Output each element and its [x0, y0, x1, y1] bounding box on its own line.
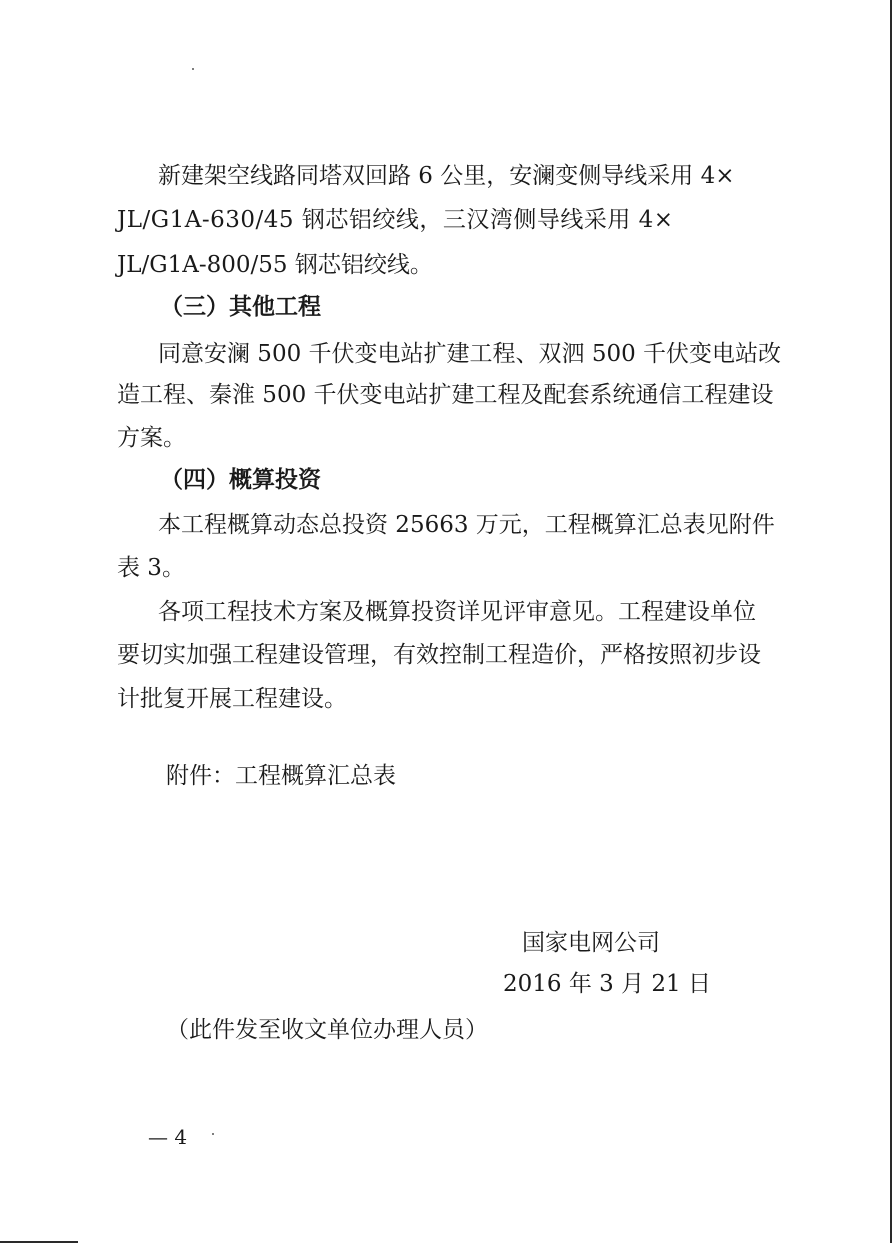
- body-text-line: 造工程、秦淮 500 千伏变电站扩建工程及配套系统通信工程建设: [117, 382, 774, 408]
- signing-organization: 国家电网公司: [522, 930, 660, 956]
- body-text-line: 要切实加强工程建设管理，有效控制工程造价，严格按照初步设: [117, 642, 761, 668]
- body-text-line: 本工程概算动态总投资 25663 万元，工程概算汇总表见附件: [158, 512, 775, 538]
- section-heading: （四）概算投资: [160, 466, 321, 493]
- body-text-line: 各项工程技术方案及概算投资详见评审意见。工程建设单位: [158, 599, 756, 625]
- distribution-note: （此件发至收文单位办理人员）: [166, 1017, 488, 1043]
- body-text-line: 同意安澜 500 千伏变电站扩建工程、双泗 500 千伏变电站改: [158, 341, 782, 367]
- scan-speck: [212, 1133, 214, 1135]
- body-text-line: JL/G1A-800/55 钢芯铝绞线。: [117, 252, 433, 278]
- attachment-note: 附件：工程概算汇总表: [166, 763, 396, 789]
- body-text-line: 方案。: [117, 425, 186, 451]
- body-text-line: 表 3。: [117, 555, 185, 581]
- section-heading: （三）其他工程: [160, 293, 321, 320]
- body-text-line: JL/G1A-630/45 钢芯铝绞线，三汉湾侧导线采用 4×: [117, 207, 674, 233]
- body-text-line: 新建架空线路同塔双回路 6 公里，安澜变侧导线采用 4×: [158, 163, 735, 189]
- body-text-line: 计批复开展工程建设。: [117, 686, 347, 712]
- page-number: — 4: [148, 1125, 188, 1149]
- signing-date: 2016 年 3 月 21 日: [503, 971, 711, 997]
- scan-speck: [192, 68, 194, 70]
